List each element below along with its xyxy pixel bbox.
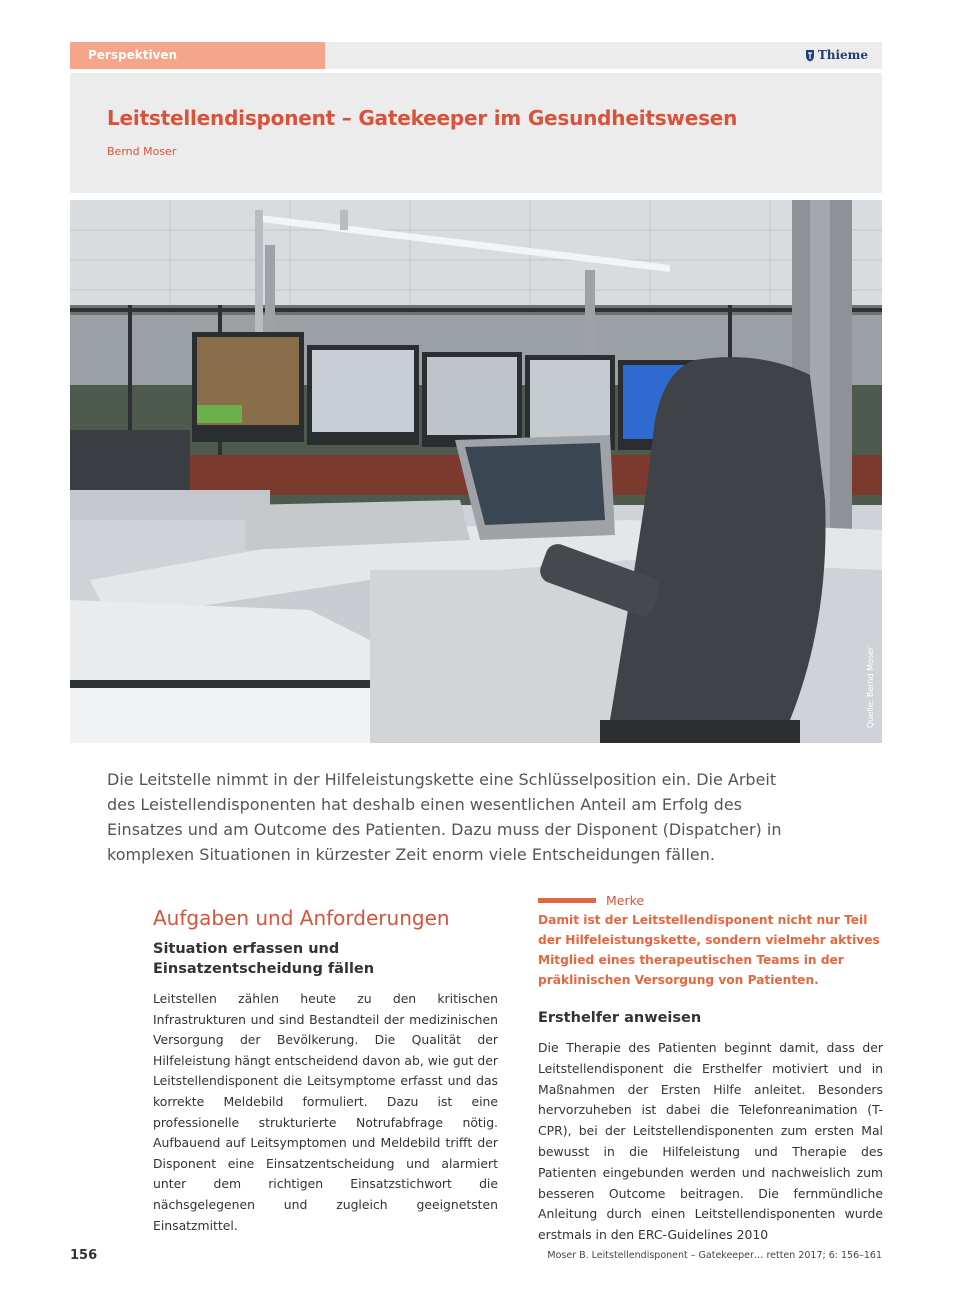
body-paragraph-right: Die Therapie des Patienten beginnt damit, dass der Leitstellendisponent die Ersthelfer motiviert und in Maßnahmen der Ersten Hilfe anleitet. Besonders hervorzuheben ist dabei die Telefonreanimation (T-CPR), bei der Leitstellendisponenten zum ersten Mal bewusst in die Hilfeleistung und Therapie des Patienten eingebunden werden und nachweislich zum besseren Outcome beitragen. Die fernmündliche Anleitung durch einen Leitstellendisponenten wurde erstmals in den ERC-Guidelines 2010 [538, 1040, 883, 1243]
note-accent-bar [538, 898, 596, 903]
body-paragraph: Leitstellen zählen heute zu den kritischen Infrastrukturen und sind Bestandteil der medizinischen Versorgung der Bevölkerung. Die Qualität der Hilfeleistung hängt entscheidend davon ab, wie gut der Leitstellendisponent die Leitsymptome erfasst und das korrekte Meldebild formuliert. Dazu ist eine professionelle strukturierte Notrufabfrage nötig. Aufbauend auf Leitsymptomen und Meldebild trifft der Disponent eine Einsatzentscheidung und alarmiert unter dem richtigen Einsatzstichwort die nächsgelegenen und zugleich geeignetsten Einsatzmittel. [153, 991, 498, 1233]
section-heading: Aufgaben und Anforderungen [153, 906, 450, 930]
shield-icon [805, 49, 815, 62]
right-column [538, 890, 883, 1246]
header-bar [70, 42, 882, 69]
publisher-logo [805, 48, 868, 62]
photo-credit: Quelle: Bernd Moser [866, 646, 875, 728]
article-author: Bernd Moser [107, 145, 177, 158]
note-label: Merke [606, 892, 645, 908]
subsection-heading-right: Ersthelfer anweisen [538, 1010, 702, 1026]
publisher-name: Thieme [817, 48, 868, 62]
left-column [153, 905, 498, 1236]
subsection-heading: Situation erfassen und Einsatzentscheidung fällen [153, 941, 375, 977]
article-photo [70, 200, 882, 743]
article-title: Leitstellendisponent – Gatekeeper im Gesundheitswesen [107, 106, 738, 130]
section-label: Perspektiven [70, 42, 325, 69]
note-box-header [538, 890, 883, 910]
citation: Moser B. Leitstellendisponent – Gatekeeper… retten 2017; 6: 156–161 [547, 1250, 882, 1261]
lead-paragraph: Die Leitstelle nimmt in der Hilfeleistungskette eine Schlüsselposition ein. Die Arbeit des Leistellendisponenten hat deshalb einen wesentlichen Anteil am Erfolg des Einsatzes und am Outcome des Patienten. Dazu muss der Disponent (Dispatcher) in komplexen Situationen in kürzester Zeit enorm viele Entscheidungen fällen. [107, 770, 782, 864]
dispatch-workstation-image [70, 200, 882, 743]
title-block [70, 73, 882, 193]
page-number: 156 [70, 1248, 98, 1263]
note-text: Damit ist der Leitstellendisponent nicht nur Teil der Hilfeleistungskette, sondern vielmehr aktives Mitglied eines therapeutischen Teams in der präklinischen Versorgung von Patienten. [538, 913, 880, 987]
